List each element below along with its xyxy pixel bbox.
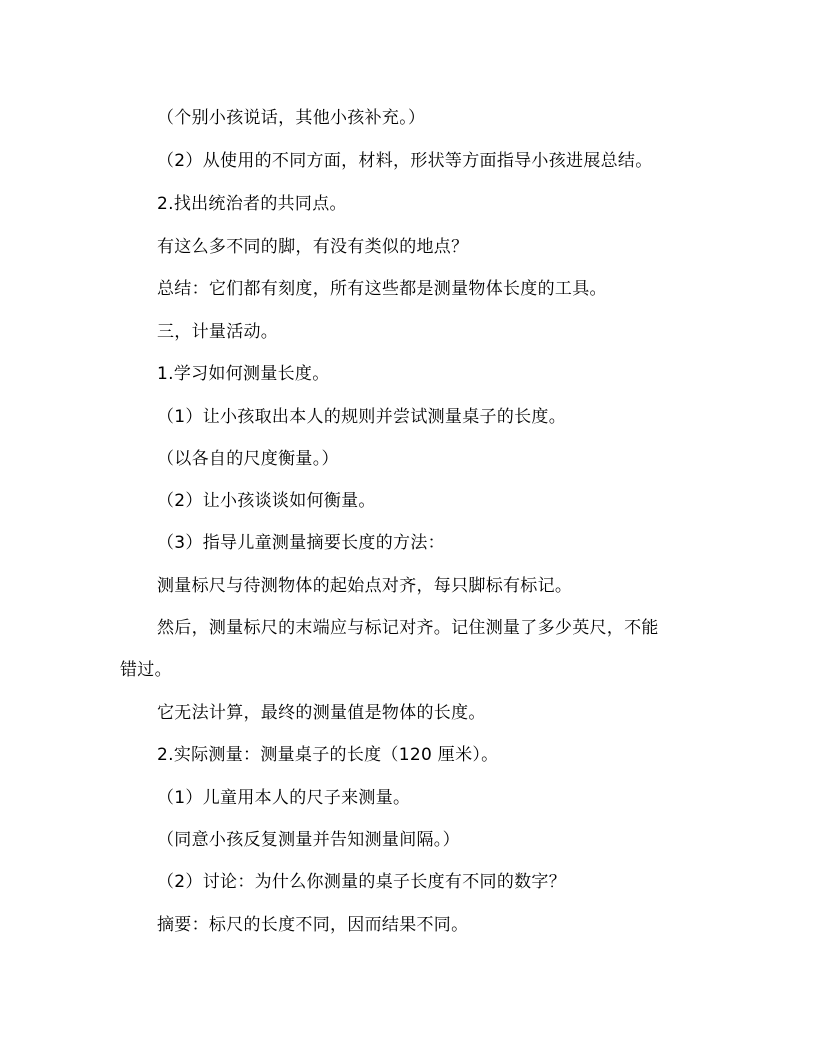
paragraph-line: 它无法计算，最终的测量值是物体的长度。 bbox=[157, 703, 486, 723]
paragraph-line: （2）讨论：为什么你测量的桌子长度有不同的数字？ bbox=[157, 872, 567, 892]
paragraph-line: （3）指导儿童测量摘要长度的方法： bbox=[157, 533, 445, 553]
paragraph-line: （以各自的尺度衡量。） bbox=[157, 449, 339, 469]
paragraph-line: 2.找出统治者的共同点。 bbox=[157, 194, 347, 214]
paragraph-line: 2.实际测量：测量桌子的长度（120 厘米）。 bbox=[157, 745, 499, 765]
paragraph-line: 然后，测量标尺的末端应与标记对齐。记住测量了多少英尺，不能 bbox=[157, 618, 659, 638]
paragraph-line: （个别小孩说话，其他小孩补充。） bbox=[157, 108, 426, 128]
paragraph-line: （2）让小孩谈谈如何衡量。 bbox=[157, 491, 376, 511]
paragraph-line: 摘要：标尺的长度不同，因而结果不同。 bbox=[157, 915, 469, 935]
paragraph-line: 错过。 bbox=[120, 660, 172, 680]
paragraph-line: 有这么多不同的脚，有没有类似的地点？ bbox=[157, 237, 469, 257]
paragraph-line: （2）从使用的不同方面，材料，形状等方面指导小孩进展总结。 bbox=[157, 151, 653, 171]
paragraph-line: 测量标尺与待测物体的起始点对齐，每只脚标有标记。 bbox=[157, 576, 573, 596]
paragraph-line: 总结：它们都有刻度，所有这些都是测量物体长度的工具。 bbox=[157, 279, 607, 299]
paragraph-line: （1）让小孩取出本人的规则并尝试测量桌子的长度。 bbox=[157, 407, 567, 427]
paragraph-line: （1）儿童用本人的尺子来测量。 bbox=[157, 788, 411, 808]
paragraph-line: （同意小孩反复测量并告知测量间隔。） bbox=[157, 830, 460, 850]
section-heading: 三，计量活动。 bbox=[157, 322, 279, 342]
paragraph-line: 1.学习如何测量长度。 bbox=[157, 364, 330, 384]
